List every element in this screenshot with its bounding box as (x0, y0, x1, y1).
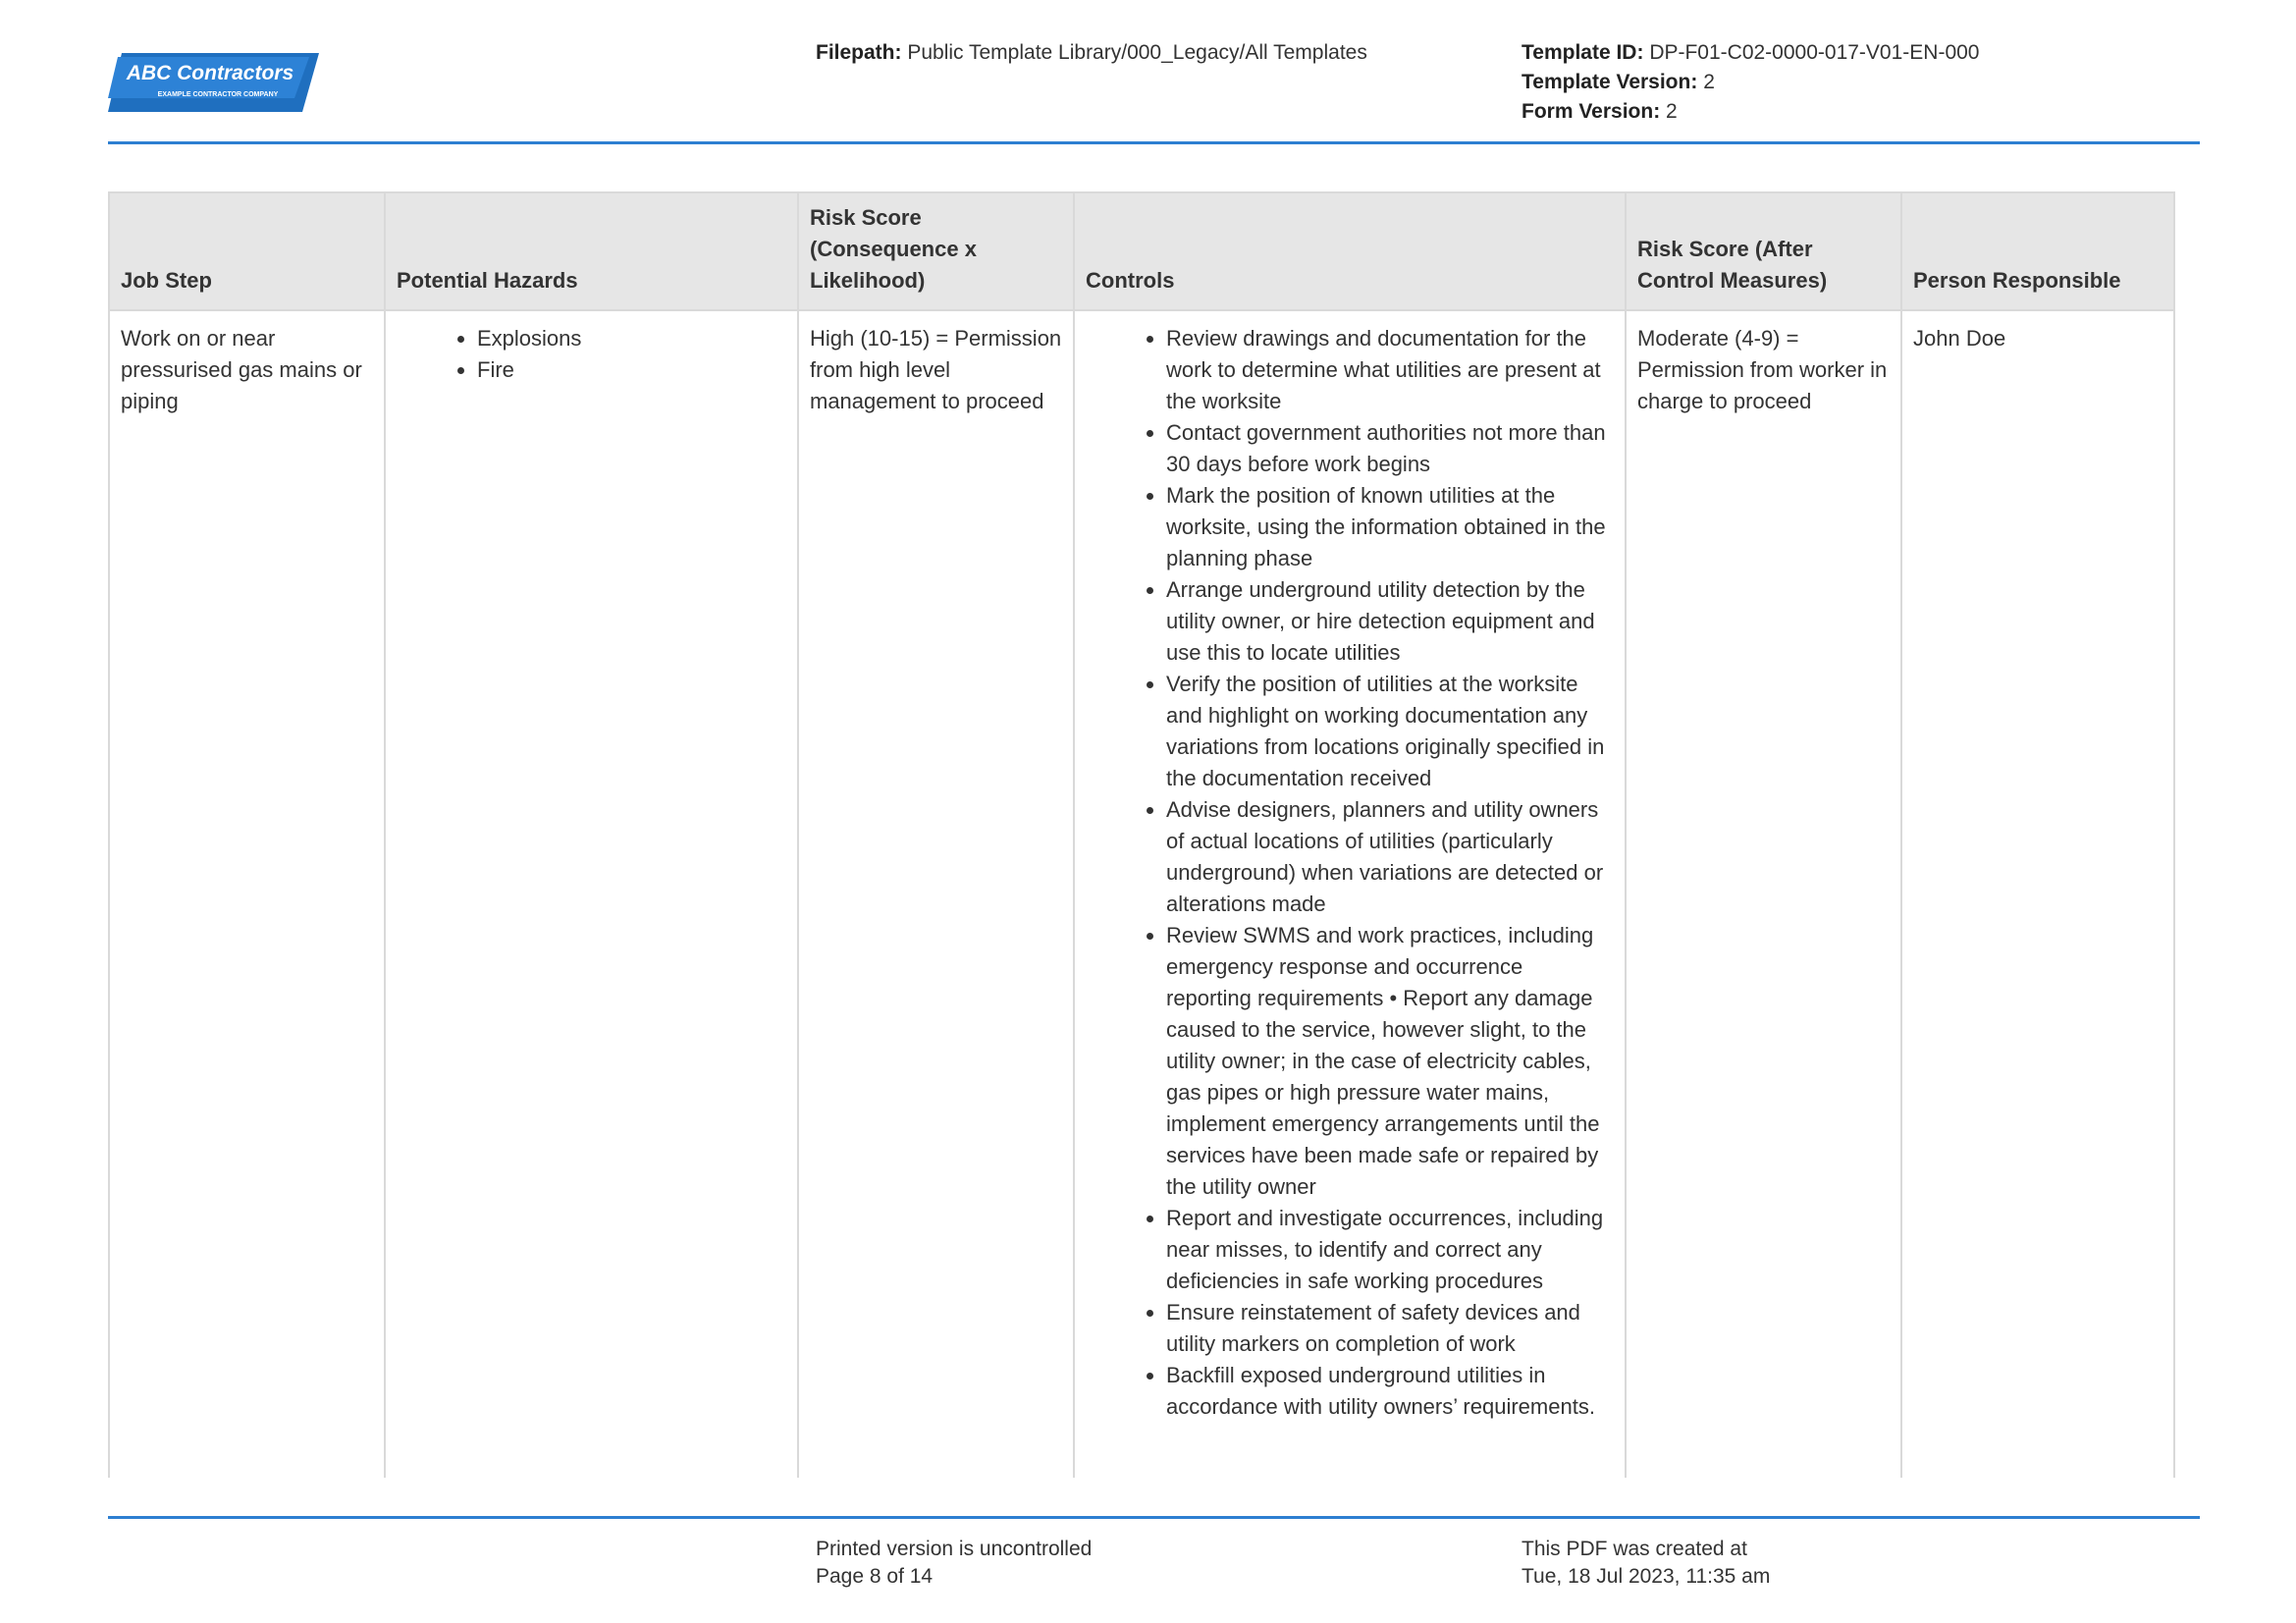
control-item: • Review SWMS and work practices, including emergency response and occurrence reporting requirements • Report any damage caused to the service, however slight, to the utility owner; in the case of electricity cables, gas pipes or high pressure water mains, implement emergency arrangements until the services have been made safe or repaired by the utility owner (1166, 920, 1614, 1203)
template-id (1522, 38, 1979, 68)
col-person-responsible: Person Responsible (1901, 192, 2174, 310)
header-divider (108, 141, 2200, 144)
form-version-label: Form Version: (1522, 100, 1661, 123)
control-item: • Backfill exposed underground utilities in accordance with utility owners’ requirements. (1166, 1360, 1614, 1423)
cell-risk-score: High (10-15) = Permission from high level management to proceed (798, 310, 1074, 1478)
control-item: • Arrange underground utility detection by the utility owner, or hire detection equipment and use this to locate utilities (1166, 574, 1614, 669)
template-version-value: 2 (1703, 71, 1715, 93)
control-item: • Contact government authorities not more than 30 days before work begins (1166, 417, 1614, 480)
cell-risk-score-after: Moderate (4-9) = Permission from worker in charge to proceed (1626, 310, 1901, 1478)
header-filepath (816, 38, 1367, 68)
logo-name: ABC Contractors (126, 62, 294, 84)
table-header-row (109, 192, 2174, 310)
filepath-label: Filepath: (816, 41, 902, 64)
control-item: • Report and investigate occurrences, including near misses, to identify and correct any deficiencies in safe working procedures (1166, 1203, 1614, 1297)
control-item: • Verify the position of utilities at the worksite and highlight on working documentation any variations from locations originally specified in the documentation received (1166, 669, 1614, 794)
col-risk-score: Risk Score (Consequence x Likelihood) (798, 192, 1074, 310)
col-controls: Controls (1074, 192, 1626, 310)
col-risk-score-after: Risk Score (After Control Measures) (1626, 192, 1901, 310)
template-id-label: Template ID: (1522, 41, 1644, 64)
col-potential-hazards: Potential Hazards (385, 192, 798, 310)
filepath-value: Public Template Library/000_Legacy/All Templates (907, 41, 1367, 64)
template-version (1522, 68, 1979, 97)
risk-assessment-table (108, 191, 2175, 1478)
created-date: Tue, 18 Jul 2023, 11:35 am (1522, 1565, 1771, 1588)
header-template-info (1522, 38, 1979, 127)
created-label: This PDF was created at (1522, 1538, 1747, 1560)
control-item: • Ensure reinstatement of safety devices and utility markers on completion of work (1166, 1297, 1614, 1360)
footer-divider (108, 1516, 2200, 1519)
footer-print-info (816, 1536, 1092, 1591)
cell-hazards (385, 310, 798, 1478)
cell-person-responsible: John Doe (1901, 310, 2174, 1478)
cell-job-step: Work on or near pressurised gas mains or piping (109, 310, 385, 1478)
control-item: • Mark the position of known utilities at the worksite, using the information obtained in the planning phase (1166, 480, 1614, 574)
control-item: • Advise designers, planners and utility owners of actual locations of utilities (particularly underground) when variations are detected or alterations made (1166, 794, 1614, 920)
controls-list (1086, 323, 1614, 1423)
uncontrolled-notice: Printed version is uncontrolled (816, 1538, 1093, 1560)
logo-tagline: EXAMPLE CONTRACTOR COMPANY (157, 91, 279, 98)
hazard-item: • Explosions (477, 323, 786, 354)
form-version (1522, 97, 1979, 127)
hazards-list (397, 323, 786, 386)
control-item: • Review drawings and documentation for the work to determine what utilities are present at the worksite (1166, 323, 1614, 417)
col-job-step: Job Step (109, 192, 385, 310)
form-version-value: 2 (1666, 100, 1678, 123)
company-logo (108, 53, 319, 112)
hazard-item: • Fire (477, 354, 786, 386)
cell-controls (1074, 310, 1626, 1478)
template-version-label: Template Version: (1522, 71, 1698, 93)
table-row (109, 310, 2174, 1478)
page-number: Page 8 of 14 (816, 1565, 934, 1588)
footer-created-info (1522, 1536, 1770, 1591)
template-id-value: DP-F01-C02-0000-017-V01-EN-000 (1649, 41, 1980, 64)
